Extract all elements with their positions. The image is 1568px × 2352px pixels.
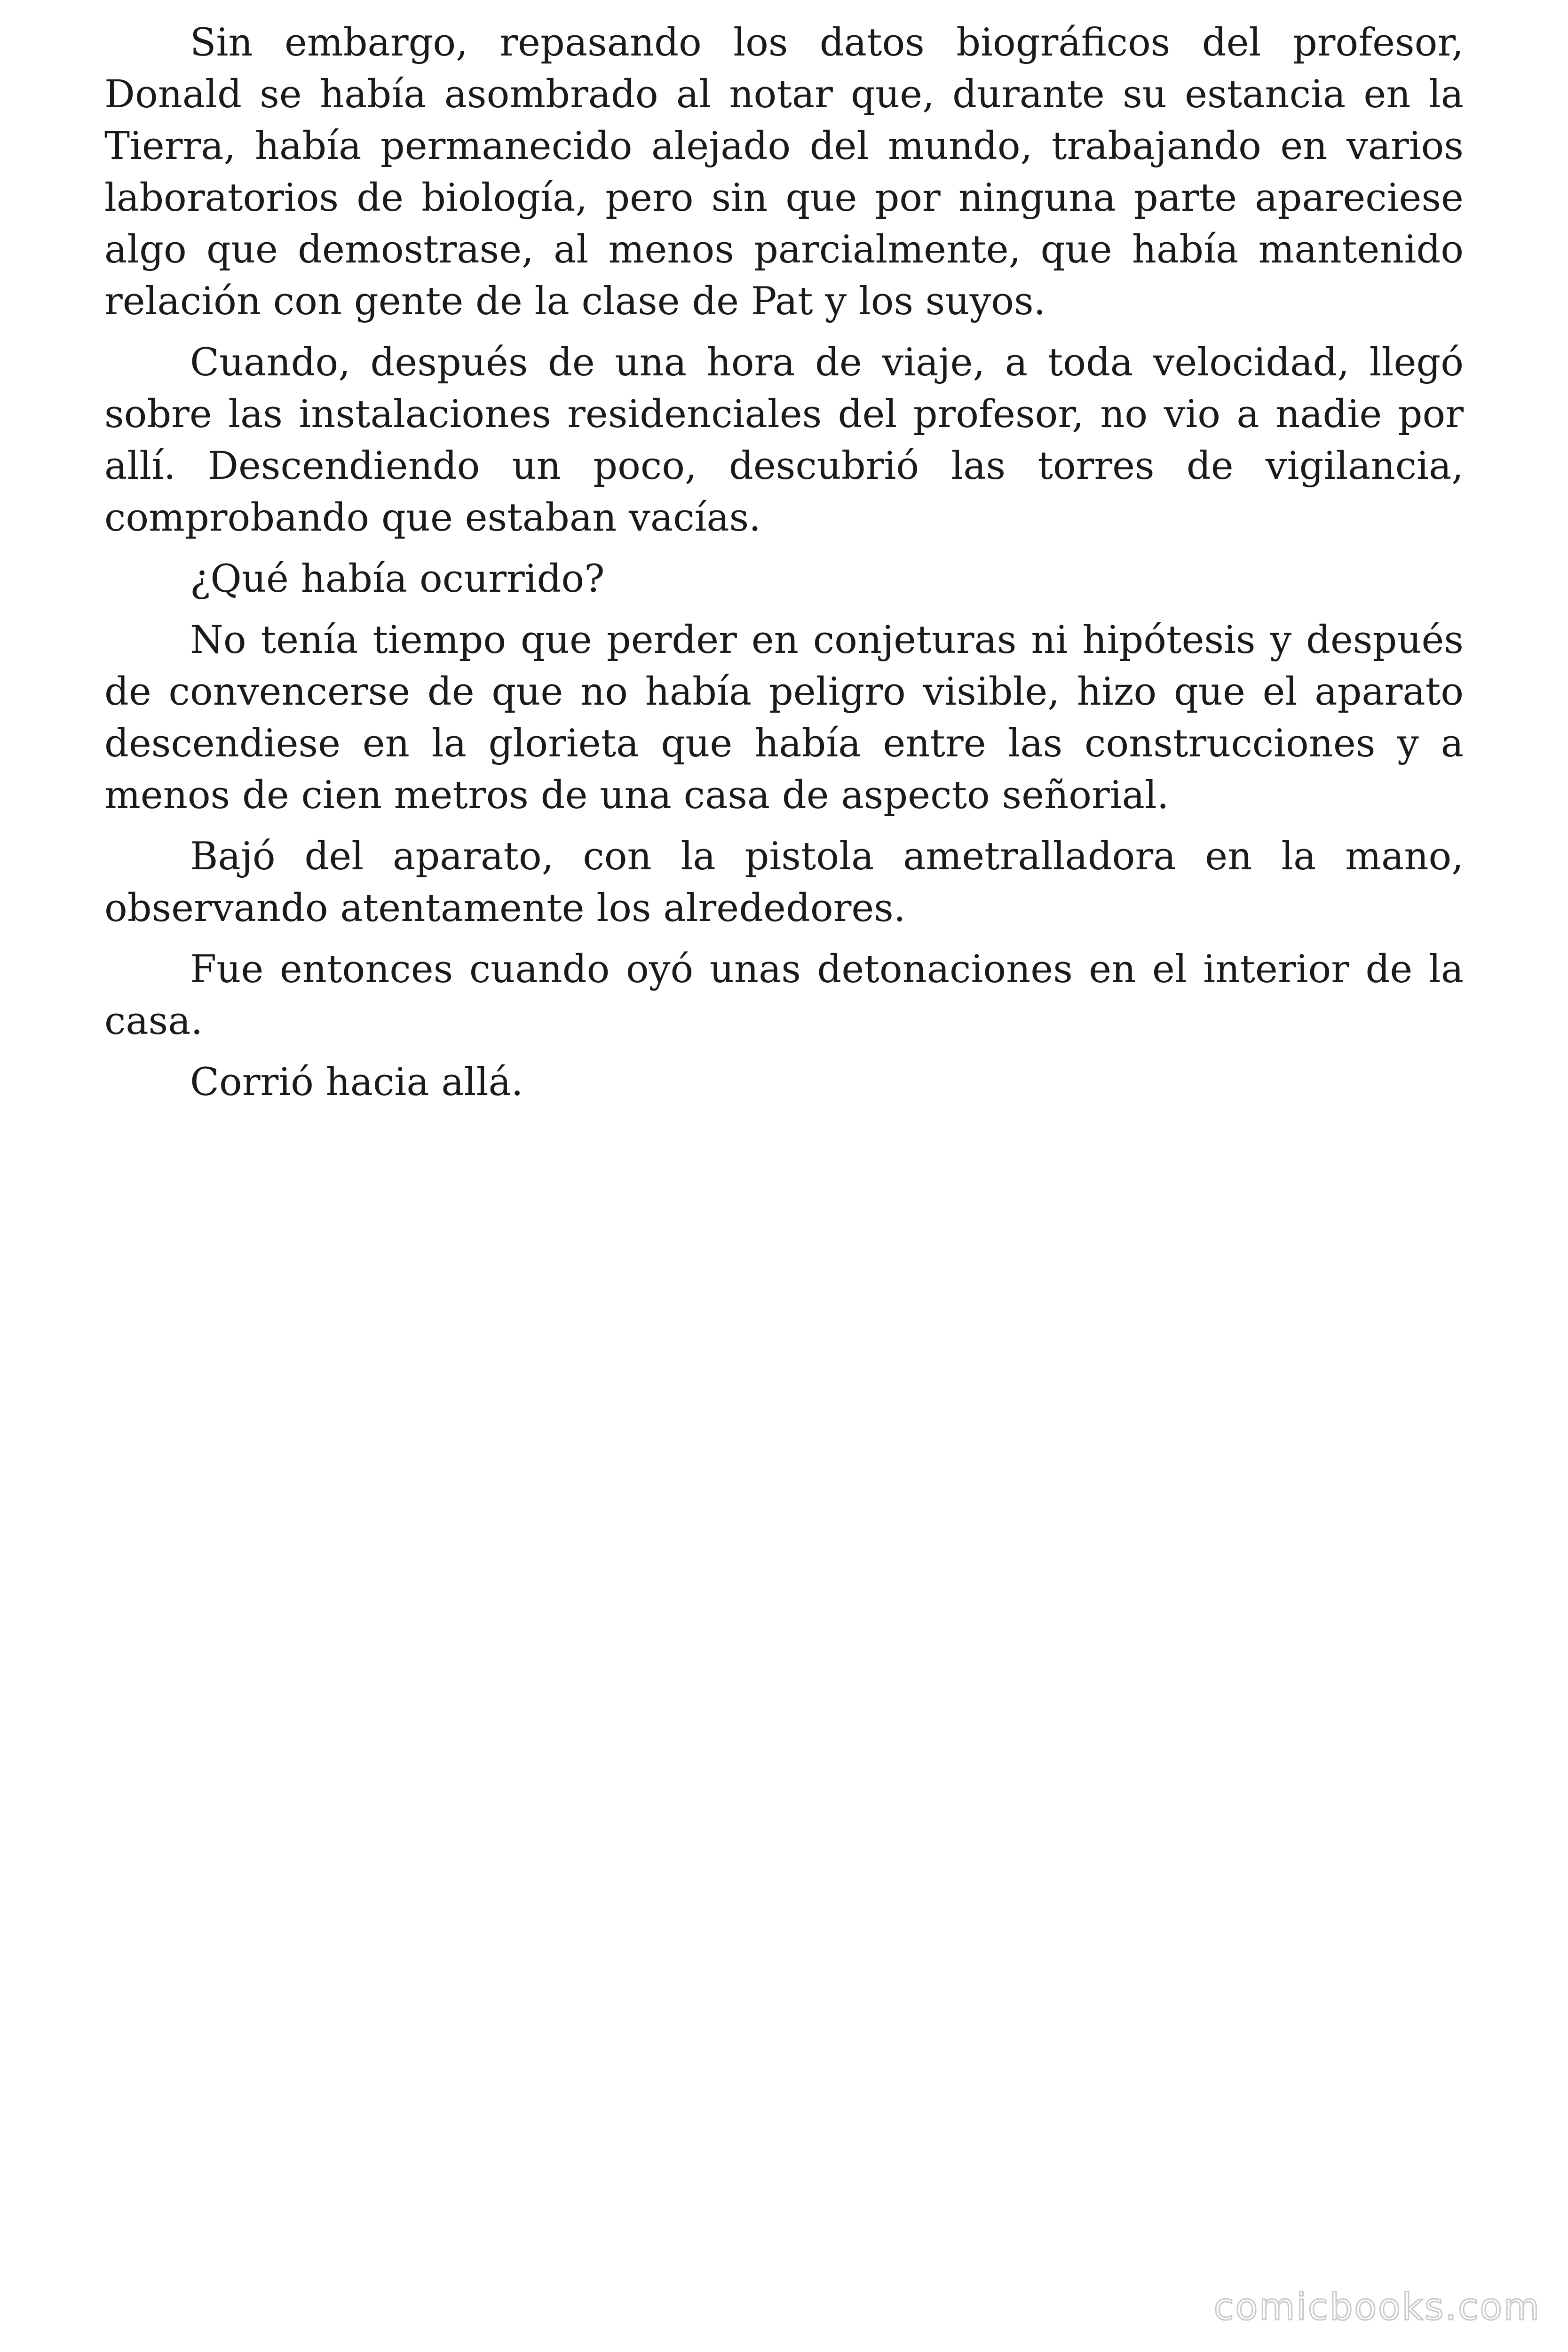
paragraph: Bajó del aparato, con la pistola ametralladora en la mano, observando atentamente los alrededores.	[104, 834, 1464, 930]
watermark: comicbooks.com	[1213, 2286, 1541, 2328]
paragraph: Sin embargo, repasando los datos biográficos del profesor, Donald se había asombrado al notar que, durante su estancia en la Tierra, había permanecido alejado del mundo, trabajando en varios laboratorios de biología, pero sin que por ninguna parte apareciese algo que demostrase, al menos parcialmente, que había mantenido relación con gente de la clase de Pat y los suyos.	[104, 21, 1464, 324]
body-text	[104, 17, 1464, 1118]
paragraph: Cuando, después de una hora de viaje, a toda velocidad, llegó sobre las instalaciones residenciales del profesor, no vio a nadie por allí. Descendiendo un poco, descubrió las torres de vigilancia, comprobando que estaban vacías.	[104, 341, 1464, 540]
paragraph: No tenía tiempo que perder en conjeturas ni hipótesis y después de convencerse de que no había peligro visible, hizo que el aparato descendiese en la glorieta que había entre las construcciones y a menos de cien metros de una casa de aspecto señorial.	[104, 618, 1464, 818]
paragraph: Corrió hacia allá.	[190, 1060, 523, 1104]
paragraph: Fue entonces cuando oyó unas detonaciones en el interior de la casa.	[104, 947, 1464, 1043]
paragraph: ¿Qué había ocurrido?	[190, 557, 605, 601]
